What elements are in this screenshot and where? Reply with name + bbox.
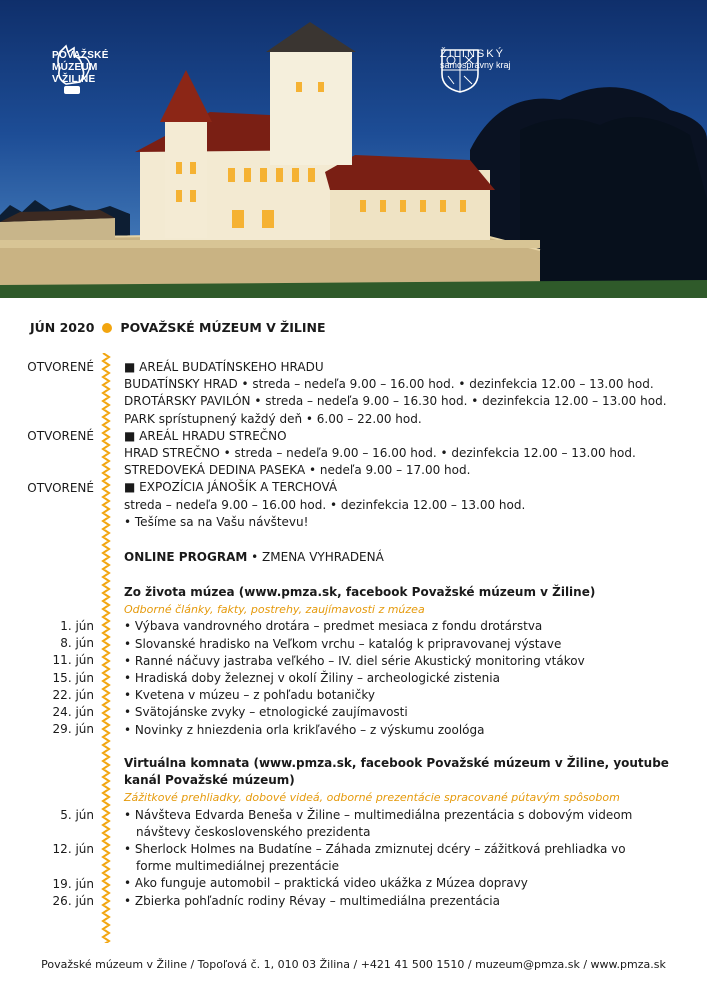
list-item: • Výbava vandrovného drotára – predmet mesiaca z fondu drotárstva	[124, 619, 543, 634]
list-item: • Ako funguje automobil – praktická video ukážka z Múzea dopravy	[124, 876, 528, 891]
section-title-budatin: ■ AREÁL BUDATÍNSKEHO HRADU	[124, 359, 694, 376]
left-column	[0, 359, 94, 376]
page-header	[30, 320, 326, 335]
opening-hours	[124, 359, 694, 531]
venue-hours: • streda – nedeľa 9.00 – 16.00 hod. • dezinfekcia 12.00 – 13.00 hod.	[219, 446, 636, 461]
list-item-continued: návštevy československého prezidenta	[136, 824, 371, 839]
region-logo-line2: samosprávny kraj	[440, 60, 511, 70]
museum-logo-line2: MÚZEUM	[52, 62, 98, 73]
zivot-muzea-section	[124, 584, 694, 739]
zivot-dates	[0, 618, 94, 738]
region-logo	[440, 48, 511, 71]
strecno-line	[124, 462, 694, 479]
date-label: 19. jún	[52, 876, 94, 891]
janosik-hours: streda – nedeľa 9.00 – 16.00 hod. • dezinfekcia 12.00 – 13.00 hod.	[124, 497, 526, 512]
date-label: 24. jún	[52, 705, 94, 720]
virtual-subtitle: Zážitkové prehliadky, dobové videá, odborné prezentácie spracované pútavým spôsobom	[124, 791, 620, 805]
date-label: 1. jún	[60, 619, 94, 633]
online-label: ONLINE PROGRAM	[124, 550, 248, 564]
date-label: 26. jún	[52, 894, 94, 909]
date-label: 12. jún	[52, 842, 94, 857]
section-title-strecno: ■ AREÁL HRADU STREČNO	[124, 428, 694, 445]
venue-hours: • streda – nedeľa 9.00 – 16.30 hod. • dezinfekcia 12.00 – 13.00 hod.	[250, 394, 667, 409]
virtual-dates	[0, 807, 94, 910]
venue-name: DROTÁRSKY PAVILÓN	[124, 394, 251, 409]
venue-name: BUDATÍNSKY HRAD	[124, 377, 238, 392]
region-logo-line1: ŽILINSKÝ	[440, 48, 505, 60]
left-column-2	[0, 428, 94, 445]
museum-logo-line3: V ŽILINE	[52, 74, 96, 85]
list-item-continued: forme multimediálnej prezentácie	[136, 859, 340, 874]
castle-photo	[0, 0, 707, 298]
header-month: JÚN 2020	[30, 320, 95, 335]
list-item: • Hradiská doby železnej v okolí Žiliny – archeologické zistenia	[124, 671, 500, 686]
page-title: POVAŽSKÉ MÚZEUM V ŽILINE	[120, 320, 326, 335]
list-item: • Kvetena v múzeu – z pohľadu botaničky	[124, 688, 375, 703]
venue-name: PARK	[124, 411, 155, 426]
list-item: • Slovanské hradisko na Veľkom vrchu – katalóg k pripravovanej výstave	[124, 636, 562, 651]
date-label: 29. jún	[52, 722, 94, 737]
program-content	[0, 298, 707, 1000]
budatin-line	[124, 411, 694, 428]
list-item: • Zbierka pohľadníc rodiny Révay – multimediálna prezentácia	[124, 893, 500, 908]
welcome-note: • Tešíme sa na Vašu návštevu!	[124, 514, 309, 529]
strecno-line	[124, 445, 694, 462]
date-label: 5. jún	[60, 808, 94, 822]
virtual-title-line2: kanál Považské múzeum)	[124, 773, 295, 788]
venue-hours: • streda – nedeľa 9.00 – 16.00 hod. • dezinfekcia 12.00 – 13.00 hod.	[237, 377, 654, 392]
date-label: 8. jún	[60, 636, 94, 651]
list-item: • Sherlock Holmes na Budatíne – Záhada zmiznutej dcéry – zážitková prehliadka vo	[124, 842, 626, 857]
left-column-3	[0, 480, 94, 497]
section-title-janosik: ■ EXPOZÍCIA JÁNOŠÍK A TERCHOVÁ	[124, 479, 694, 496]
online-program-heading	[124, 549, 694, 566]
list-item: • Návšteva Edvarda Beneša v Žiline – multimediálna prezentácia s dobovým videom	[124, 807, 633, 822]
budatin-line	[124, 393, 694, 410]
date-label: 11. jún	[52, 653, 94, 668]
virtual-title-line1: Virtuálna komnata (www.pmza.sk, facebook Považské múzeum v Žiline, youtube	[124, 756, 669, 770]
rooster-icon	[52, 44, 92, 96]
list-item: • Ranné náčuvy jastraba veľkého – IV. diel série Akustický monitoring vtákov	[124, 653, 585, 668]
list-item: • Svätojánske zvyky – etnologické zaujímavosti	[124, 705, 408, 720]
open-label: OTVORENÉ	[27, 481, 94, 495]
venue-name: STREDOVEKÁ DEDINA PASEKA	[124, 463, 306, 478]
budatin-line	[124, 376, 694, 393]
date-label: 22. jún	[52, 687, 94, 702]
open-label: OTVORENÉ	[27, 429, 94, 443]
date-label: 15. jún	[52, 670, 94, 685]
coat-of-arms-icon	[440, 48, 480, 94]
list-item: • Novinky z hniezdenia orla krikľavého – z výskumu zoológa	[124, 722, 485, 737]
orange-dot-icon	[102, 323, 112, 333]
online-note: • ZMENA VYHRADENÁ	[247, 550, 384, 564]
museum-logo	[52, 44, 109, 86]
footer-contact: Považské múzeum v Žiline / Topoľová č. 1, 010 03 Žilina / +421 41 500 1510 / muzeum@pmza.sk / www.pmza.sk	[41, 958, 666, 971]
zivot-subtitle: Odborné články, fakty, postrehy, zaujímavosti z múzea	[124, 603, 425, 617]
zigzag-divider	[99, 353, 113, 943]
venue-hours: sprístupnený každý deň • 6.00 – 22.00 hod.	[154, 411, 422, 426]
virtual-section	[124, 755, 694, 910]
zivot-title: Zo života múzea (www.pmza.sk, facebook Považské múzeum v Žiline)	[124, 585, 596, 599]
museum-logo-line1: POVAŽSKÉ	[52, 50, 109, 61]
venue-name: HRAD STREČNO	[124, 446, 220, 461]
venue-hours: • nedeľa 9.00 – 17.00 hod.	[305, 463, 471, 478]
open-label: OTVORENÉ	[27, 360, 94, 374]
